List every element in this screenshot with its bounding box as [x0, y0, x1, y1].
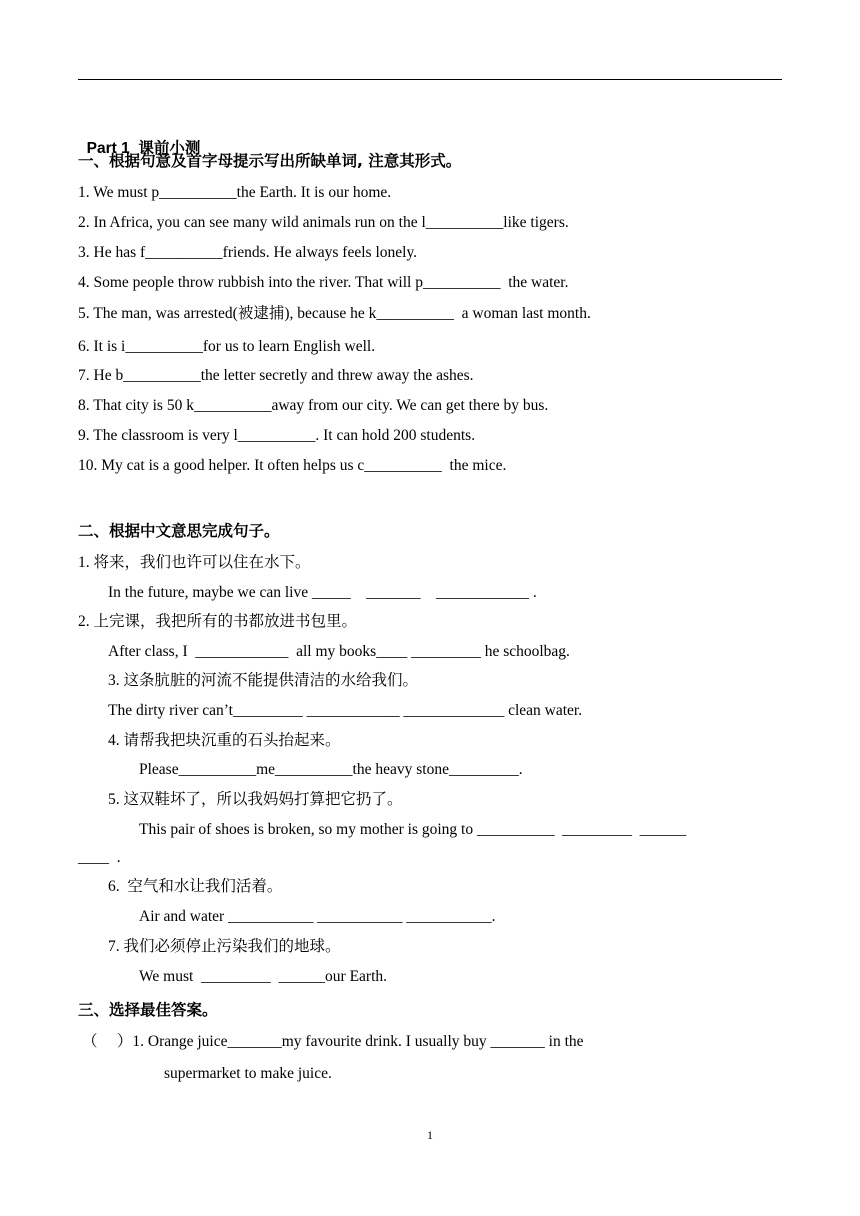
s1-item-blank[interactable]: __________: [193, 397, 272, 414]
s2-line-10: This pair of shoes is broken, so my mother is going to __________ _________ ______: [139, 821, 687, 838]
s1-item-1: [78, 183, 391, 203]
s1-item-blank[interactable]: __________: [159, 184, 237, 201]
s1-item-10: [78, 456, 506, 476]
s2-line-7: 4. 请帮我把块沉重的石头抬起来。: [108, 732, 341, 749]
s3-q1-line2: supermarket to make juice.: [164, 1065, 332, 1082]
s1-item-3: [78, 243, 417, 263]
s2-line-13: Air and water ___________ ___________ ___________.: [139, 908, 496, 925]
s1-item-text: the water.: [500, 274, 569, 291]
s1-item-text: 2. In Africa, you can see many wild animals run on the l: [78, 214, 426, 231]
s1-item-text: 10. My cat is a good helper. It often helps us c: [78, 457, 365, 474]
s1-item-text: the Earth. It is our home.: [236, 184, 392, 201]
s1-item-text: 9. The classroom is very l: [78, 427, 238, 444]
s1-item-blank[interactable]: __________: [145, 244, 223, 261]
s1-item-text: for us to learn English well.: [202, 338, 376, 355]
s1-item-text: 7. He b: [78, 367, 124, 384]
s1-item-blank[interactable]: __________: [123, 367, 201, 384]
s2-line-9: 5. 这双鞋坏了，所以我妈妈打算把它扔了。: [108, 791, 403, 808]
s2-line-14: 7. 我们必须停止污染我们的地球。: [108, 938, 341, 955]
s2-line-5: 3. 这条肮脏的河流不能提供清洁的水给我们。: [108, 672, 419, 689]
s2-line-4: After class, I ____________ all my books____ _________ he schoolbag.: [108, 643, 570, 660]
part-label: Part 1: [86, 140, 130, 157]
page-number: 1: [427, 1128, 433, 1142]
s1-item-blank[interactable]: __________: [125, 338, 203, 355]
section1-heading: 一、根据句意及首字母提示写出所缺单词, 注意其形式。: [78, 152, 462, 170]
section2-heading: 二、根据中文意思完成句子。: [78, 522, 280, 540]
s1-item-text: 5. The man, was arrested(被逮捕), because he k: [78, 305, 377, 322]
s1-item-text: 8. That city is 50 k: [78, 397, 194, 414]
s3-q1-line1: （ ）1. Orange juice_______my favourite drink. I usually buy _______ in the: [82, 1033, 584, 1050]
s2-line-1: 1. 将来，我们也许可以住在水下。: [78, 554, 311, 571]
part-title: 课前小测: [138, 139, 201, 157]
s1-item-2: [78, 213, 569, 233]
s1-item-7: [78, 366, 474, 386]
s1-item-text: 1. We must p: [78, 184, 160, 201]
s1-item-blank[interactable]: __________: [425, 214, 504, 231]
s1-item-text: friends. He always feels lonely.: [222, 244, 418, 261]
s2-line-8: Please__________me__________the heavy stone_________.: [139, 761, 523, 778]
s1-item-text: like tigers.: [503, 214, 569, 231]
s1-item-text: 3. He has f: [78, 244, 146, 261]
s1-item-text: . It can hold 200 students.: [315, 427, 476, 444]
s1-item-5: [78, 304, 591, 324]
s2-line-3: 2. 上完课，我把所有的书都放进书包里。: [78, 613, 358, 630]
s1-item-blank[interactable]: __________: [422, 274, 501, 291]
s1-item-6: [78, 337, 375, 357]
s2-line-15: We must _________ ______our Earth.: [139, 968, 388, 985]
s1-item-text: 4. Some people throw rubbish into the river. That will p: [78, 274, 423, 291]
s1-item-text: the mice.: [441, 457, 507, 474]
header-rule: [78, 79, 782, 80]
s2-line-11: ____ .: [78, 849, 121, 866]
s1-item-text: the letter secretly and threw away the ashes.: [200, 367, 474, 384]
s2-line-6: The dirty river can’t_________ ____________ _____________ clean water.: [108, 702, 583, 719]
s1-item-4: [78, 273, 569, 293]
s1-item-text: a woman last month.: [453, 305, 591, 322]
s1-item-text: 6. It is i: [78, 338, 126, 355]
s1-item-blank[interactable]: __________: [237, 427, 316, 444]
s1-item-blank[interactable]: __________: [364, 457, 442, 474]
s1-item-blank[interactable]: __________: [376, 305, 454, 322]
s2-line-2: In the future, maybe we can live _____ _______ ____________ .: [108, 584, 537, 601]
s2-line-12: 6. 空气和水让我们活着。: [108, 878, 283, 895]
section3-heading: 三、选择最佳答案。: [78, 1001, 218, 1019]
s1-item-9: [78, 426, 475, 446]
s1-item-text: away from our city. We can get there by bus.: [271, 397, 549, 414]
s1-item-8: [78, 396, 548, 416]
